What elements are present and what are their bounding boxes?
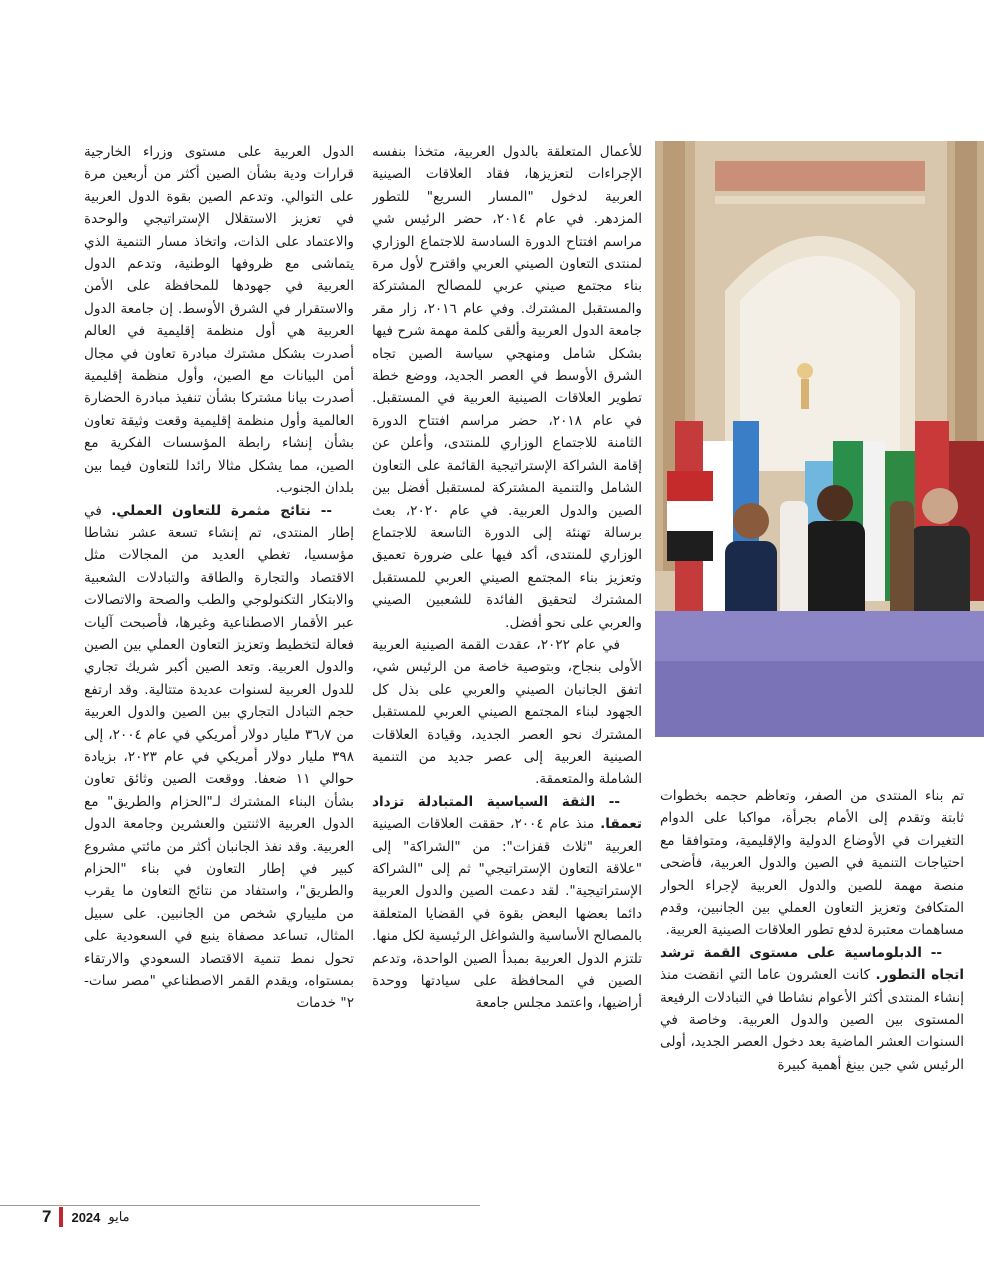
- paragraph-text: كانت العشرون عاما التي انقضت منذ إنشاء المنتدى أكثر الأعوام نشاطا في التبادلات الرفيعة المستوى بين الصين والدول العربية. وخاصة في السنوات العشر الماضية بعد دخول العصر الجديد، أولى الرئيس شي جين بينغ أهمية كبيرة: [660, 967, 964, 1073]
- issue-year: 2024: [71, 1209, 101, 1225]
- paragraph: الدول العربية على مستوى وزراء الخارجية قرارات ودية بشأن الصين أكثر من أربعين مرة على التوالي. وتدعم الصين بقوة الدول العربية في تعزيز الاستقلال الإستراتيجي والوحدة والاعتماد على الذات، واتخاذ مسار التنمية الذي يتماشى مع ظروفها الوطنية، وتدعم الدول العربية في جهودها للمحافظة على الأمن والاستقرار في الشرق الأوسط. إن جامعة الدول العربية هي أول منظمة إقليمية في العالم أصدرت بشكل مشترك مبادرة تعاون في مجال أمن البيانات مع الصين، وأول منظمة إقليمية أصدرت بيانا مشتركا بشأن تنفيذ مبادرة الحضارة العالمية وأول منظمة إقليمية وقعت وثيقة تعاون بشأن إنشاء رابطة المؤسسات الفكرية مع الصين، مما يشكل مثالا رائدا للتعاون فيما بين بلدان الجنوب.: [84, 144, 354, 497]
- paragraph-with-heading: [660, 942, 964, 1076]
- accent-bar: [59, 1207, 63, 1227]
- paragraph-text: منذ عام ٢٠٠٤، حققت العلاقات الصينية العربية "ثلاث قفزات": من "الشراكة" إلى "علاقة التعاون الإستراتيجي" ثم إلى "الشراكة الإستراتيجية". لقد دعمت الصين والدول العربية دائما بعضها البعض بقوة في القضايا المتعلقة بالمصالح الأساسية والشواغل الرئيسية لكل منها. تلتزم الدول العربية بمبدأ الصين الواحدة، وتدعم الصين في المحافظة على سيادتها ووحدة أراضيها، واعتمد مجلس جامعة: [372, 816, 642, 1012]
- page-number: 7: [42, 1207, 52, 1226]
- paragraph-text: في إطار المنتدى، تم إنشاء تسعة عشر نشاطا مؤسسيا، تغطي العديد من المجالات مثل الاقتصاد والتجارة والطاقة والتبادلات الشعبية والابتكار التكنولوجي والطب والصحة والاتصالات عبر الأقمار الاصطناعية وغيرها، فأصبحت آليات فعالة لتخطيط وتعزيز التعاون العملي بين الصين والدول العربية. وتعد الصين أكبر شريك تجاري للدول العربية لسنوات عديدة متتالية. وقد ارتفع حجم التبادل التجاري بين الصين والدول العربية من ٣٦٫٧ مليار دولار أمريكي في عام ٢٠٠٤، إلى ٣٩٨ مليار دولار أمريكي في عام ٢٠٢٣، بزيادة حوالي ١١ ضعفا. ووقعت الصين وثائق تعاون بشأن البناء المشترك لـ"الحزام والطريق" مع الدول العربية الاثنتين والعشرين وجامعة الدول العربية. وقد نفذ الجانبان أكثر من مائتي مشروع كبير في إطار التعاون في بناء "الحزام والطريق"، واستفاد من نتائج التعاون ما يقرب من مليياري شخص من الجانبين. على سبيل المثال، تساعد مصفاة ينبع في السعودية على تحول نمط تنمية الاقتصاد السعودي والارتقاء بمستواه، ويقدم القمر الاصطناعي "مصر سات- ٢" خدمات: [84, 502, 354, 1012]
- paragraph-with-heading: [372, 791, 642, 1015]
- summit-photo: [655, 141, 984, 737]
- page-footer: [42, 1206, 130, 1228]
- section-heading: -- نتائج مثمرة للتعاون العملي.: [111, 502, 333, 519]
- article-column-left: [84, 141, 354, 1186]
- issue-month: مايو: [108, 1209, 130, 1224]
- section-heading: -- الثقة السياسية المتبادلة تزداد تعمقا.: [372, 793, 642, 833]
- paragraph: في عام ٢٠٢٢، عقدت القمة الصينية العربية الأولى بنجاح، وبتوصية خاصة من الرئيس شي، اتفق الجانبان الصيني والعربي على بذل كل الجهود لبناء المجتمع الصيني العربي للمستقبل المشترك نحو العصر الجديد، وقيادة العلاقات الصينية العربية إلى عصر جديد من التنمية الشاملة والمتعمقة.: [372, 636, 642, 788]
- paragraph-with-heading: [84, 500, 354, 1015]
- paragraph: تم بناء المنتدى من الصفر، وتعاظم حجمه بخطوات ثابتة وتقدم إلى الأمام بجرأة، مواكبا على الدوام التغيرات في الأوضاع الدولية والإقليمية، ومتوافقا مع احتياجات التنمية في الصين والدول العربية، فأضحى منصة مهمة للصين والدول العربية لإجراء الحوار المتكافئ وتعزيز التعاون العملي بين الجانبين، وقدم مساهمات معتبرة لدفع تطور العلاقات الصينية العربية.: [660, 788, 964, 939]
- paragraph: للأعمال المتعلقة بالدول العربية، متخذا بنفسه الإجراءات لتعزيزها، فقاد العلاقات الصينية العربية لدخول "المسار السريع" للتطور المزدهر. في عام ٢٠١٤، حضر الرئيس شي مراسم افتتاح الدورة السادسة للاجتماع الوزاري لمنتدى التعاون الصيني العربي واقترح لأول مرة بناء مجتمع صيني عربي للمصالح المشتركة والمستقبل المشترك. وفي عام ٢٠١٦، زار مقر جامعة الدول العربية وألقى كلمة مهمة شرح فيها بشكل شامل ومنهجي سياسة الصين تجاه الشرق الأوسط في العصر الجديد، ووضع خطة تطوير العلاقات الصينية العربية في المستقبل. في عام ٢٠١٨، حضر مراسم افتتاح الدورة الثامنة للاجتماع الوزاري للمنتدى، وأعلن عن إقامة الشراكة الإستراتيجية القائمة على التعاون الشامل والتنمية المشتركة لمستقبل أفضل بين الصين والدول العربية. في عام ٢٠٢٠، بعث برسالة تهنئة إلى الدورة التاسعة للاجتماع الوزاري للمنتدى، أكد فيها على ضرورة تعميق وتعزيز بناء المجتمع الصيني العربي للمستقبل المشترك لتحقيق الفائدة للشعبين الصيني والعربي على نحو أفضل.: [372, 144, 642, 631]
- article-column-right: [660, 785, 964, 1185]
- article-column-middle: [372, 141, 642, 1186]
- section-heading: -- الدبلوماسية على مستوى القمة ترشد اتجاه التطور.: [660, 944, 964, 984]
